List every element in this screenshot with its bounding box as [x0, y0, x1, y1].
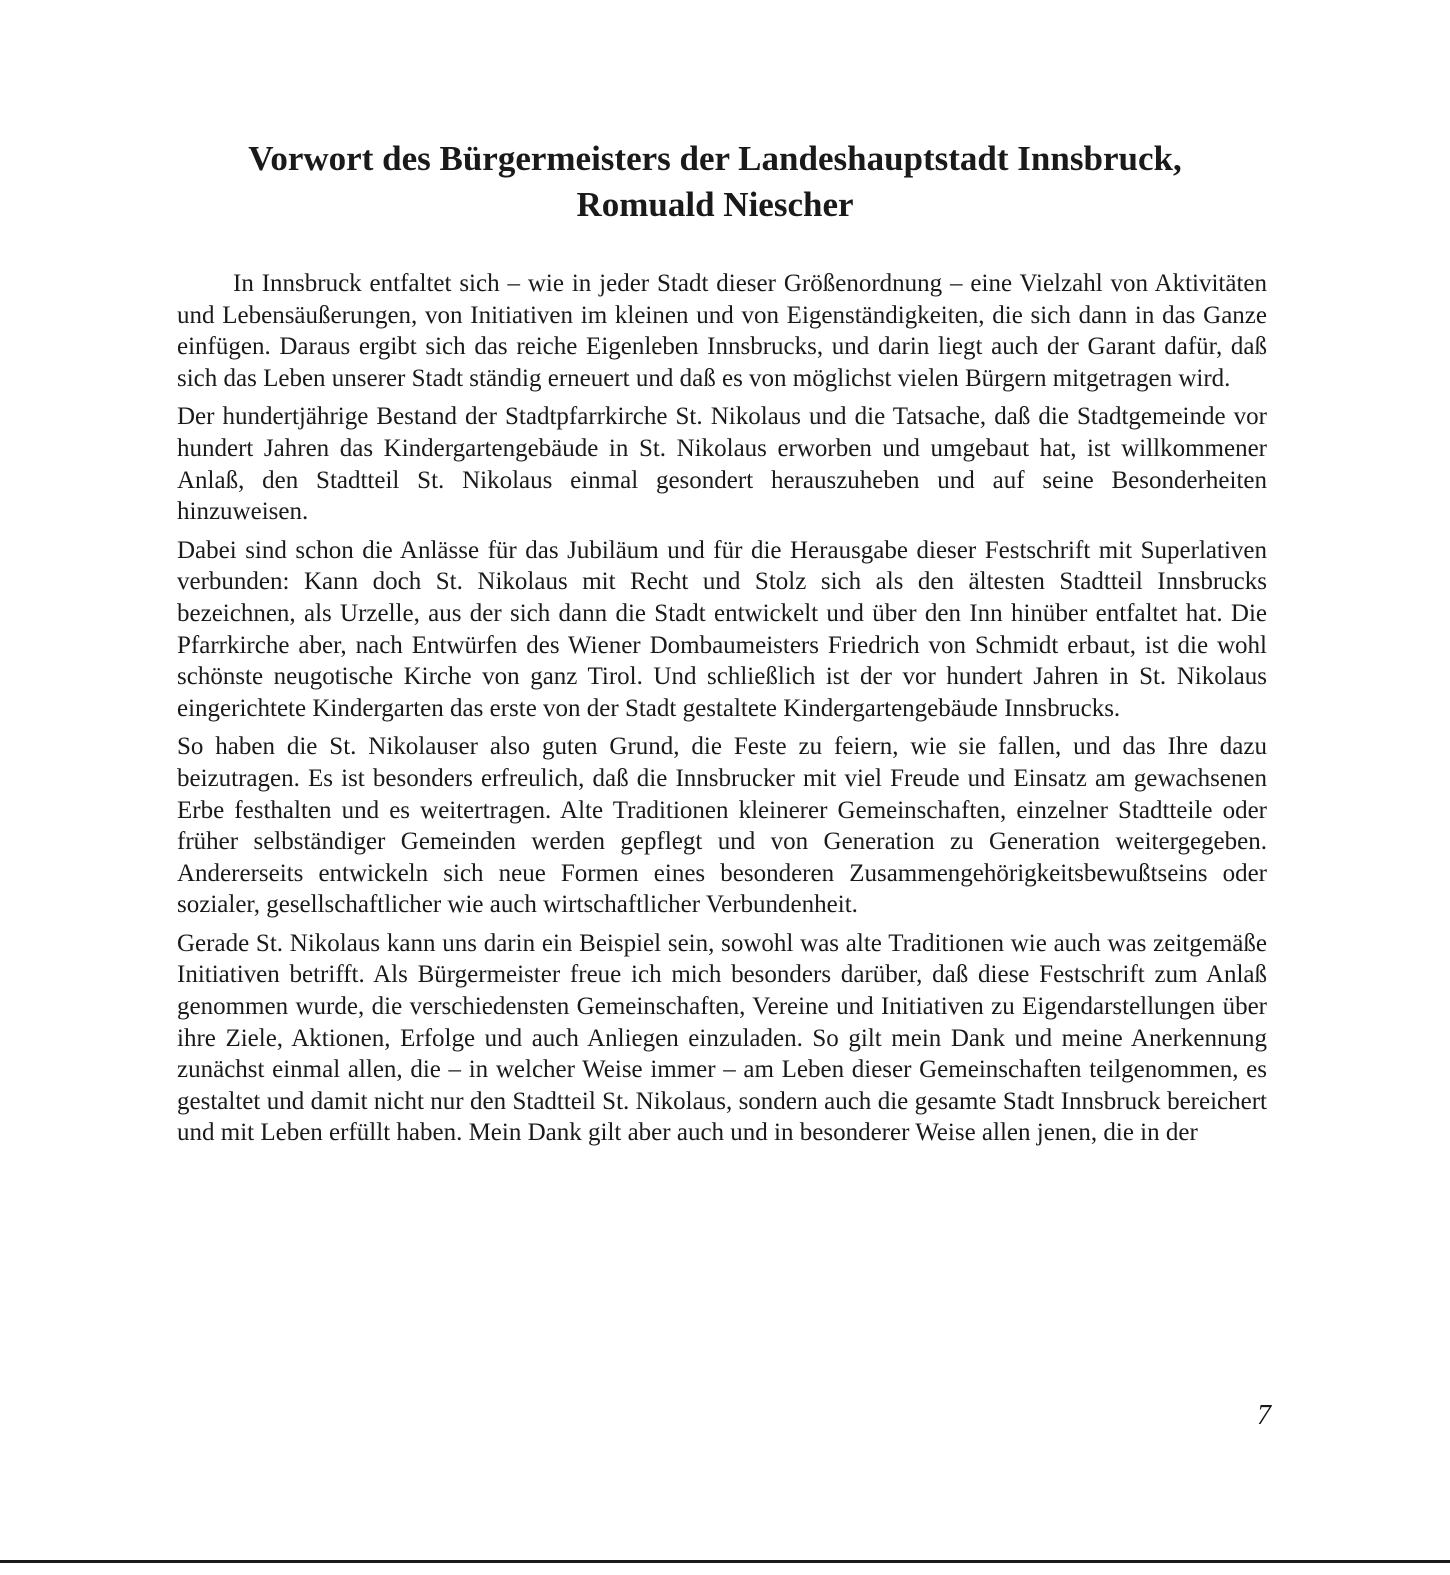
page-number: 7 [1257, 1400, 1271, 1431]
paragraph-3: Dabei sind schon die Anlässe für das Jubiläum und für die Herausgabe dieser Festschrift mit Superlativen verbunden: Kann doch St. Nikolaus mit Recht und Stolz sich als den ältesten Stadtteil Innsbrucks bezeichnen, als Urzelle, aus der sich dann die Stadt entwickelt und über den Inn hinüber entfaltet hat. Die Pfarrkirche aber, nach Entwürfen des Wiener Dombaumeisters Friedrich von Schmidt erbaut, ist die wohl schönste neugotische Kirche von ganz Tirol. Und schließlich ist der vor hundert Jahren in St. Nikolaus eingerichtete Kindergarten das erste von der Stadt gestaltete Kindergartengebäude Innsbrucks. [177, 536, 1267, 722]
body-text [177, 268, 1267, 1156]
paragraph-4: So haben die St. Nikolauser also guten Grund, die Feste zu feiern, wie sie fallen, und das Ihre dazu beizutragen. Es ist besonders erfreulich, daß die Innsbrucker mit viel Freude und Einsatz am gewachsenen Erbe festhalten und es weitertragen. Alte Traditionen kleinerer Gemeinschaften, einzelner Stadtteile oder früher selbständiger Gemeinden werden gepflegt und von Generation zu Generation weitergegeben. Andererseits entwickeln sich neue Formen eines besonderen Zusammengehörigkeitsbewußtseins oder sozialer, gesellschaftlicher wie auch wirtschaftlicher Verbundenheit. [177, 733, 1267, 919]
page-title [140, 136, 1290, 228]
title-line-1: Vorwort des Bürgermeisters der Landeshauptstadt Innsbruck, [248, 139, 1182, 178]
bottom-rule [0, 1560, 1450, 1563]
paragraph-1: In Innsbruck entfaltet sich – wie in jeder Stadt dieser Größenordnung – eine Vielzahl von Aktivitäten und Lebensäußerungen, von Initiativen im kleinen und von Eigenständigkeiten, die sich dann in das Ganze einfügen. Daraus ergibt sich das reiche Eigenleben Innsbrucks, und darin liegt auch der Garant dafür, daß sich das Leben unserer Stadt ständig erneuert und daß es von möglichst vielen Bürgern mitgetragen wird. [177, 270, 1267, 392]
paragraph-2: Der hundertjährige Bestand der Stadtpfarrkirche St. Nikolaus und die Tatsache, daß die Stadtgemeinde vor hundert Jahren das Kindergartengebäude in St. Nikolaus erworben und umgebaut hat, ist willkommener Anlaß, den Stadtteil St. Nikolaus einmal gesondert herauszuheben und auf seine Besonderheiten hinzuweisen. [177, 403, 1267, 526]
title-line-2: Romuald Niescher [576, 185, 854, 224]
paragraph-5: Gerade St. Nikolaus kann uns darin ein Beispiel sein, sowohl was alte Traditionen wie auch was zeitgemäße Initiativen betrifft. Als Bürgermeister freue ich mich besonders darüber, daß diese Festschrift zum Anlaß genommen wurde, die verschiedensten Gemeinschaften, Vereine und Initiativen zu Eigendarstellungen über ihre Ziele, Aktionen, Erfolge und auch Anliegen einzuladen. So gilt mein Dank und meine Anerkennung zunächst einmal allen, die – in welcher Weise immer – am Leben dieser Gemeinschaften teilgenommen, es gestaltet und damit nicht nur den Stadtteil St. Nikolaus, sondern auch die gesamte Stadt Innsbruck bereichert und mit Leben erfüllt haben. Mein Dank gilt aber auch und in besonderer Weise allen jenen, die in der [177, 929, 1267, 1147]
